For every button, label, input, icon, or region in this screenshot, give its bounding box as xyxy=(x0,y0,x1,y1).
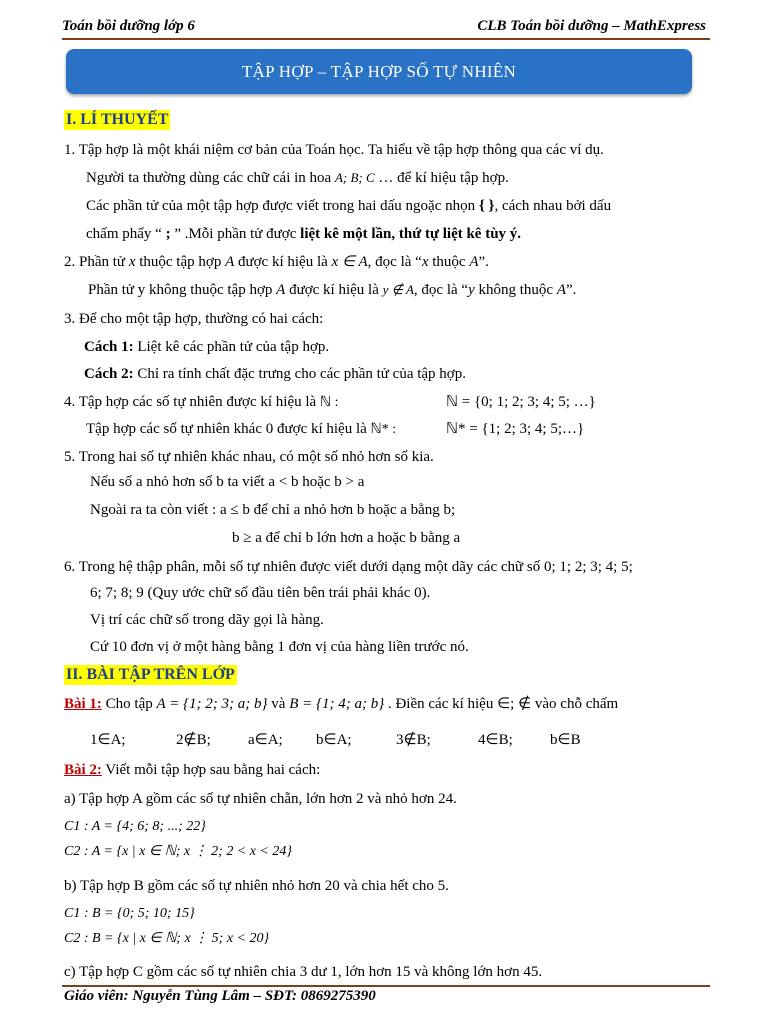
text: ” .Mỗi phần tử được xyxy=(174,226,297,242)
page-header xyxy=(62,15,706,35)
answer-item: 4∈B; xyxy=(478,732,513,748)
math: A xyxy=(276,282,286,298)
exercise-2c: c) Tập hợp C gồm các số tự nhiên chia 3 dư 1, lớn hơn 15 và không lớn hơn 45. xyxy=(64,964,543,980)
exercise-label: Bài 2: xyxy=(64,762,102,778)
header-right: CLB Toán bồi dưỡng – MathExpress xyxy=(477,18,706,34)
theory-line xyxy=(84,364,466,384)
theory-line xyxy=(64,392,339,413)
section-theory-heading: I. LÍ THUYẾT xyxy=(66,111,169,128)
exercise-2b-way2: C2 : B = {x | x ∈ ℕ; x ⋮ 5; x < 20} xyxy=(64,931,270,946)
text: Chỉ ra tính chất đặc trưng cho các phần tử của tập hợp. xyxy=(137,366,466,382)
theory-line xyxy=(86,419,396,440)
exercise-2a-way2: C2 : A = {x | x ∈ ℕ; x ⋮ 2; 2 < x < 24} xyxy=(64,844,293,859)
page-title: TẬP HỢP – TẬP HỢP SỐ TỰ NHIÊN xyxy=(241,61,517,81)
exercise-2b: b) Tập hợp B gồm các số tự nhiên nhỏ hơn 20 và chia hết cho 5. xyxy=(64,878,449,894)
footer-divider xyxy=(62,985,710,987)
math: x ∈ A xyxy=(331,254,368,270)
exercise-label: Bài 1: xyxy=(64,696,102,712)
text: ”. xyxy=(478,254,489,270)
title-banner xyxy=(66,49,692,94)
theory-line xyxy=(64,252,489,272)
theory-line: 6; 7; 8; 9 (Quy ước chữ số đầu tiên bên trái phải khác 0). xyxy=(90,585,431,601)
answer-item: b∈A; xyxy=(316,732,352,748)
text: ”. xyxy=(565,282,577,298)
text: Cho tập xyxy=(105,696,153,712)
theory-line: Ngoài ra ta còn viết : a ≤ b để chỉ a nhỏ hơn b hoặc a bằng b; xyxy=(90,502,456,518)
text: 4. Tập hợp các số tự nhiên được kí hiệu là xyxy=(64,394,317,410)
text: được kí hiệu là xyxy=(289,282,379,298)
theory-line: b ≥ a để chỉ b lớn hơn a hoặc b bằng a xyxy=(232,530,461,546)
theory-line: Vị trí các chữ số trong dãy gọi là hàng. xyxy=(90,612,324,628)
exercise-2a: a) Tập hợp A gồm các số tự nhiên chẵn, lớn hơn 2 và nhỏ hơn 24. xyxy=(64,791,457,807)
math: A xyxy=(556,282,566,298)
exercise-1-answers xyxy=(90,730,581,750)
exercise-2 xyxy=(64,760,320,780)
theory-line: Nếu số a nhỏ hơn số b ta viết a < b hoặc b > a xyxy=(90,474,365,490)
page-footer: Giáo viên: Nguyễn Tùng Lâm – SĐT: 0869275390 xyxy=(64,988,376,1004)
text: Liệt kê các phần tử của tập hợp. xyxy=(137,339,330,355)
braces: { } xyxy=(478,198,495,214)
math: A xyxy=(225,254,235,270)
exercise-2a-way1: C1 : A = {4; 6; 8; ...; 22} xyxy=(64,819,206,834)
theory-line: 6. Trong hệ thập phân, mỗi số tự nhiên được viết dưới dạng một dãy các chữ số 0; 1; 2; 3; 4; 5; xyxy=(64,559,633,575)
math: x xyxy=(128,254,136,270)
method-label: Cách 2: xyxy=(84,366,134,382)
text: chấm phẩy “ xyxy=(86,226,162,242)
text: Tập hợp các số tự nhiên khác 0 được kí hiệu là xyxy=(86,421,367,437)
text: không thuộc xyxy=(478,282,554,298)
text: thuộc tập hợp xyxy=(139,254,222,270)
text: và xyxy=(271,696,286,712)
exercise-2b-way1: C1 : B = {0; 5; 10; 15} xyxy=(64,906,195,921)
math: A; B; C xyxy=(334,170,375,185)
answer-item: 2∉B; xyxy=(176,732,211,748)
text: , đọc là “ xyxy=(413,282,469,298)
text: , cách nhau bởi dấu xyxy=(494,198,612,214)
text: 2. Phần tử xyxy=(64,254,126,270)
theory-line xyxy=(86,168,509,188)
theory-line: 1. Tập hợp là một khái niệm cơ bản của Toán học. Ta hiểu về tập hợp thông qua các ví dụ. xyxy=(64,142,604,158)
text: Viết mỗi tập hợp sau bằng hai cách: xyxy=(105,762,321,778)
math: A xyxy=(469,254,479,270)
theory-line xyxy=(84,337,329,357)
text: , đọc là “ xyxy=(367,254,422,270)
exercise-1 xyxy=(64,694,618,714)
text: … để kí hiệu tập hợp. xyxy=(378,170,509,186)
math: ℕ* : xyxy=(370,422,397,437)
naturals-nonzero-set: ℕ* = {1; 2; 3; 4; 5;…} xyxy=(446,421,585,437)
section-exercises-heading: II. BÀI TẬP TRÊN LỚP xyxy=(66,666,235,683)
text: Các phần tử của một tập hợp được viết trong hai dấu ngoặc nhọn xyxy=(86,198,476,214)
answer-item: 1∈A; xyxy=(90,732,126,748)
math: A = {1; 2; 3; a; b} xyxy=(156,696,268,712)
math: y ∉ A xyxy=(382,282,414,297)
theory-line: Cứ 10 đơn vị ở một hàng bằng 1 đơn vị của hàng liền trước nó. xyxy=(90,639,469,655)
theory-line: 3. Để cho một tập hợp, thường có hai cách: xyxy=(64,311,324,327)
answer-item: 3∉B; xyxy=(396,732,431,748)
math: B = {1; 4; a; b} xyxy=(289,696,385,712)
math: y xyxy=(468,282,475,298)
bold-text: liệt kê một lần, thứ tự liệt kê tùy ý. xyxy=(300,226,522,242)
text: Phần tử y không thuộc tập hợp xyxy=(88,282,273,298)
math: ℕ : xyxy=(319,395,339,410)
answer-item: b∈B xyxy=(550,732,581,748)
semicolon: ; xyxy=(165,226,171,242)
theory-line: 5. Trong hai số tự nhiên khác nhau, có một số nhỏ hơn số kia. xyxy=(64,449,434,465)
text: thuộc xyxy=(432,254,466,270)
theory-line xyxy=(88,280,576,300)
text: được kí hiệu là xyxy=(238,254,328,270)
theory-line xyxy=(86,224,521,244)
answer-item: a∈A; xyxy=(248,732,283,748)
header-divider xyxy=(62,38,710,40)
math: x xyxy=(421,254,429,270)
method-label: Cách 1: xyxy=(84,339,134,355)
naturals-set: ℕ = {0; 1; 2; 3; 4; 5; …} xyxy=(446,394,596,410)
text: . Điền các kí hiệu ∈; ∉ vào chỗ chấm xyxy=(387,696,619,712)
text: Người ta thường dùng các chữ cái in hoa xyxy=(86,170,332,186)
theory-line xyxy=(86,196,611,216)
header-left: Toán bồi dưỡng lớp 6 xyxy=(62,18,195,34)
